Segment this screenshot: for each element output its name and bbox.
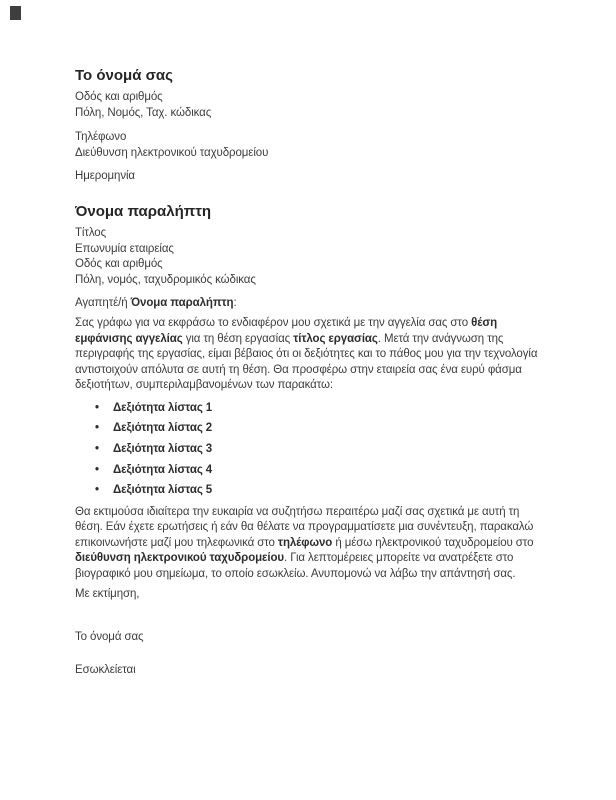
body-text-run: Θα εκτιμούσα ιδιαίτερα την ευκαιρία να συζητήσω περαιτέρω μαζί σας σχετικά με αυτή τη θέση. Εάν έχετε ερωτήσεις ή εάν θα θέλατε να προγραμματίσετε μια συνέντευξη, παρακαλώ επικοινωνήστε μαζί μου τηλεφωνικά στο (75, 505, 534, 549)
placeholder-bold-run: διεύθυνση ηλεκτρονικού ταχυδρομείου (75, 552, 285, 565)
enclosure-note: Εσωκλείεται (75, 663, 136, 676)
body-text-run: . Για λεπτομέρειες μπορείτε να ανατρέξετε στο βιογραφικό μου σημείωμα, το οποίο εσωκλείω. Ανυπομονώ να λάβω την απάντησή σας. (75, 552, 516, 580)
skills-list (75, 401, 543, 499)
corner-artifact-mark (10, 6, 21, 20)
valediction: Με εκτίμηση, (75, 588, 140, 601)
sender-address-street: Οδός και αριθμός (75, 91, 163, 103)
skill-list-item: • Δεξιότητα λίστας 4 (75, 463, 543, 479)
salutation-line (75, 296, 543, 312)
recipient-title: Τίτλος (75, 227, 107, 239)
recipient-address-city: Πόλη, νομός, ταχυδρομικός κώδικας (75, 273, 256, 286)
skill-list-item: • Δεξιότητα λίστας 1 (75, 401, 543, 417)
placeholder-bold-run: τίτλος εργασίας (293, 332, 378, 345)
skill-list-item: • Δεξιότητα λίστας 3 (75, 442, 543, 458)
recipient-block (75, 202, 543, 288)
letter-date: Ημερομηνία (75, 169, 135, 182)
skill-list-item: • Δεξιότητα λίστας 2 (75, 421, 543, 437)
sender-email: Διεύθυνση ηλεκτρονικού ταχυδρομείου (75, 146, 269, 159)
skill-list-item: • Δεξιότητα λίστας 5 (75, 483, 543, 499)
body-text-run: . Μετά την ανάγνωση της περιγραφής της εργασίας, είμαι βέβαιος ότι οι δεξιότητες και το πάθος μου για την τεχνολογία αντιστοιχούν απόλυτα σε αυτή τη θέση. Θα προσφέρω στην εταιρεία σας ένα ευρύ φάσμα δεξιοτήτων, συμπεριλαμβανομένων των παρακάτω: (75, 332, 538, 391)
placeholder-bold-run: τηλέφωνο (277, 536, 333, 549)
sender-phone: Τηλέφωνο (75, 131, 127, 143)
body-text-run: ή μέσω ηλεκτρονικού ταχυδρομείου στο (332, 536, 534, 549)
recipient-name: Όνομα παραλήπτη (75, 203, 212, 220)
closing-paragraph (75, 505, 543, 583)
salutation-prefix: Αγαπητέ/ή (75, 297, 131, 309)
salutation-recipient-name: Όνομα παραλήπτη (130, 297, 234, 309)
placeholder-bold-run: θέση εμφάνισης αγγελίας (75, 317, 498, 345)
body-text-run: Σας γράφω για να εκφράσω το ενδιαφέρον μου σχετικά με την αγγελία σας στο (75, 317, 472, 329)
sender-block (75, 66, 543, 184)
recipient-company: Επωνυμία εταιρείας (75, 242, 174, 255)
recipient-address-street: Οδός και αριθμός (75, 258, 163, 270)
intro-paragraph (75, 316, 543, 394)
sender-address-city: Πόλη, Νομός, Ταχ. κώδικας (75, 106, 212, 119)
sender-name: Το όνομά σας (75, 67, 173, 84)
signature-name: Το όνομά σας (75, 630, 144, 643)
salutation-colon: : (233, 297, 237, 309)
body-text-run: για τη θέση εργασίας (182, 332, 294, 345)
